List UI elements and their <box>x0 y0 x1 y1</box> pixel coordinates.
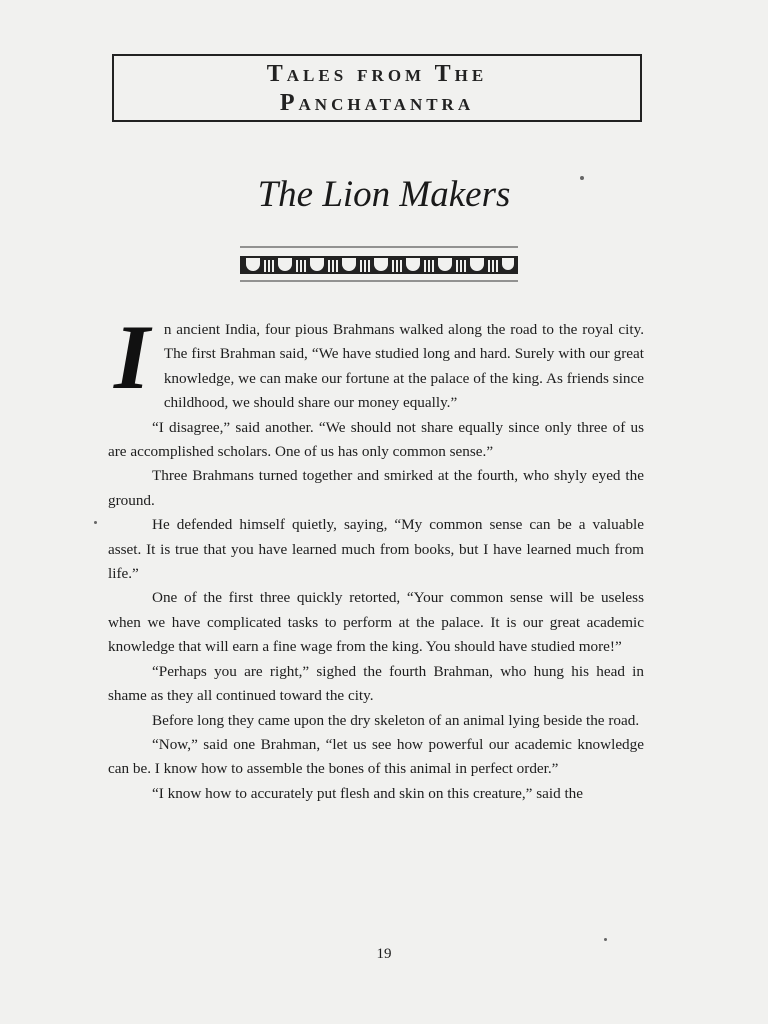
paragraph-6: “Perhaps you are right,” sighed the fourth Brahman, who hung his head in shame as they all continued toward the city. <box>108 662 644 705</box>
story-body <box>108 306 644 806</box>
paragraph-1 <box>108 306 644 416</box>
drop-cap: I <box>114 306 150 408</box>
story-title: The Lion Makers <box>257 174 511 215</box>
paragraph-9: “I know how to accurately put flesh and skin on this creature,” said the <box>152 784 584 802</box>
scan-speck <box>580 176 584 180</box>
paragraph-2: “I disagree,” said another. “We should not share equally since only three of us are accomplished scholars. One of us has only common sense.” <box>108 418 644 461</box>
header-line-2: Panchatantra <box>279 90 475 116</box>
paragraph-8: “Now,” said one Brahman, “let us see how powerful our academic knowledge can be. I know how to assemble the bones of this animal in perfect order.” <box>108 735 644 778</box>
paragraph-7: Before long they came upon the dry skeleton of an animal lying beside the road. <box>152 711 640 729</box>
decorative-border-ornament <box>240 244 518 284</box>
scan-speck <box>604 938 607 941</box>
book-header-box <box>112 54 642 122</box>
page-number: 19 <box>376 946 392 962</box>
paragraph-5: One of the first three quickly retorted, “Your common sense will be useless when we have complicated tasks to perform at the palace. It is our great academic knowledge that will earn a fine wage from the king. You should have studied more!” <box>108 589 644 656</box>
header-line-1: Tales from The <box>266 61 488 87</box>
scan-speck <box>94 521 97 524</box>
paragraph-4: He defended himself quietly, saying, “My common sense can be a valuable asset. It is true that you have learned much from books, but I have learned much from life.” <box>108 516 644 583</box>
paragraph-1-text: n ancient India, four pious Brahmans walked along the road to the royal city. The first Brahman said, “We have studied long and hard. Surely with our great knowledge, we can make our fortune at the palace of the king. As friends since childhood, we should share our money equally.” <box>163 321 644 412</box>
paragraph-3: Three Brahmans turned together and smirked at the fourth, who shyly eyed the ground. <box>108 467 644 509</box>
